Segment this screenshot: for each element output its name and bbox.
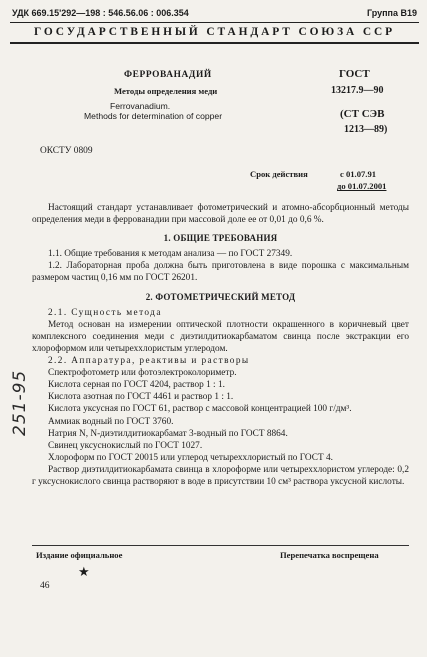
section2-heading: 2. ФОТОМЕТРИЧЕСКИЙ МЕТОД	[145, 291, 296, 302]
reagent-item: Кислота серная по ГОСТ 4204, раствор 1 : 1.	[48, 380, 225, 391]
official-edition: Издание официальное	[36, 550, 123, 560]
gost-label: ГОСТ	[339, 68, 370, 80]
section1-p1: 1.1. Общие требования к методам анализа — по ГОСТ 27349.	[48, 249, 293, 260]
section2-1-title: 2.1. Сущность метода	[48, 307, 162, 318]
title-ru: ФЕРРОВАНАДИЙ	[124, 70, 212, 80]
footer-rule	[32, 545, 409, 546]
validity-from: с 01.07.91	[340, 169, 377, 179]
section1-heading: 1. ОБЩИЕ ТРЕБОВАНИЯ	[163, 233, 278, 244]
validity-to: до 01.07.2001	[337, 181, 387, 191]
reagent-item: Раствор диэтилдитиокарбамата свинца в хлороформе или четыреххлористом углероде: 0,2 г уксуснокислого свинца растворяют в воде в присутствии 10 см³ раствора уксусной кислоты.	[32, 464, 409, 487]
reagent-item: Свинец уксуснокислый по ГОСТ 1027.	[48, 440, 203, 451]
reagent-item: Хлороформ по ГОСТ 20015 или углерод четыреххлористый по ГОСТ 4.	[48, 452, 333, 463]
page-number: 46	[40, 581, 50, 591]
title-en: Ferrovanadium.	[110, 101, 171, 111]
header-row	[12, 8, 417, 18]
document-body	[32, 202, 409, 488]
st-sev-line1: (СТ СЭВ	[340, 108, 385, 120]
section1-p2: 1.2. Лабораторная проба должна быть приготовлена в виде порошка с максимальным размером частиц 0,16 мм по ГОСТ 26201.	[32, 261, 409, 284]
reagent-item: Спектрофотометр или фотоэлектроколориметр.	[48, 368, 237, 379]
reagent-item: Кислота уксусная по ГОСТ 61, раствор с массовой концентрацией 100 г/дм³.	[48, 404, 352, 415]
reagent-item: Натрия N, N-диэтилдитиокарбамат 3-водный по ГОСТ 8864.	[48, 428, 288, 439]
intro-paragraph: Настоящий стандарт устанавливает фотометрический и атомно-абсорбционный методы определения меди в феррованадии при массовой доле ее от 0,01 до 0,6 %.	[32, 203, 409, 226]
header-rule-bottom	[10, 42, 419, 44]
standard-banner: ГОСУДАРСТВЕННЫЙ СТАНДАРТ СОЮЗА ССР	[34, 26, 395, 38]
reprint-prohibited: Перепечатка воспрещена	[280, 550, 379, 560]
okstu-code: ОКСТУ 0809	[40, 146, 93, 156]
st-sev-line2: 1213—89)	[344, 124, 388, 135]
reagent-item: Кислота азотная по ГОСТ 4461 и раствор 1 : 1.	[48, 392, 234, 403]
udk-code: УДК 669.15'292—198 : 546.56.06 : 006.354	[12, 8, 189, 18]
reagent-item: Аммиак водный по ГОСТ 3760.	[48, 416, 174, 427]
subtitle-ru: Методы определения меди	[114, 86, 218, 96]
section2-2-title: 2.2. Аппаратура, реактивы и растворы	[48, 356, 250, 367]
subtitle-en: Methods for determination of copper	[84, 111, 223, 121]
validity-label: Срок действия	[250, 169, 308, 179]
gost-number: 13217.9—90	[331, 85, 384, 96]
group-code: Группа В19	[366, 8, 417, 18]
star-icon: ★	[78, 564, 90, 579]
header-rule-top	[10, 22, 419, 23]
handwritten-margin-note	[4, 350, 34, 450]
margin-note-text: 251-95	[10, 369, 30, 436]
section2-1-text: Метод основан на измерении оптической плотности окрашенного в коричневый цвет комплексного соединения меди с диэтилдитиокарбаматом свинца после экстракции его хлороформом или четыреххлористым углеродом.	[32, 319, 409, 354]
